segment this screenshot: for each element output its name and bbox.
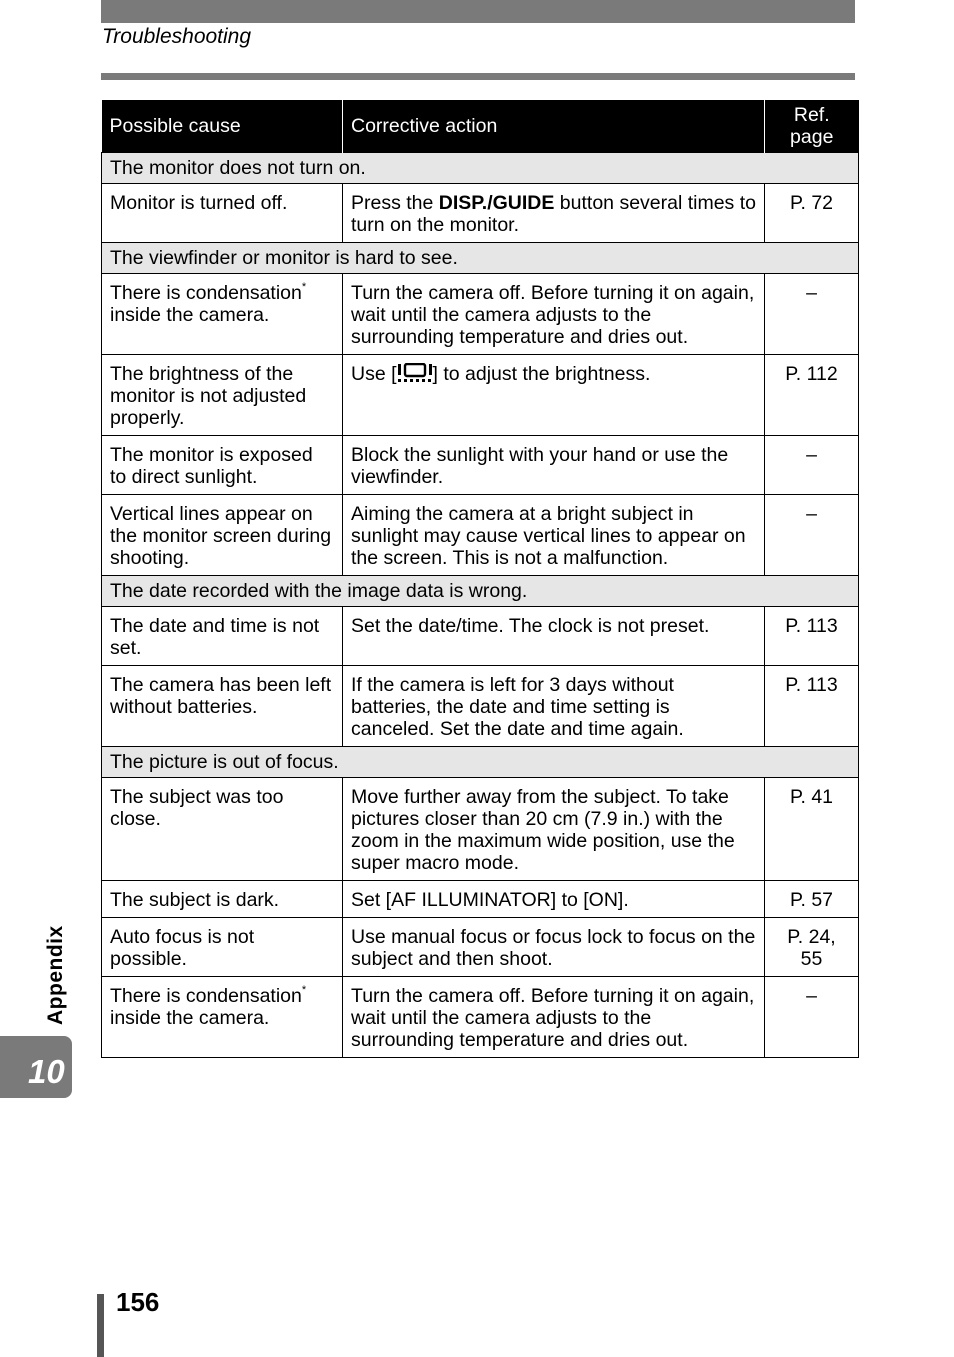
cause-text: There is condensation xyxy=(110,282,302,304)
ref-cell: P. 112 xyxy=(765,355,859,436)
header-rule xyxy=(101,73,855,80)
cause-cell: The brightness of the monitor is not adjusted properly. xyxy=(102,355,343,436)
action-text: button several times to turn on the monitor. xyxy=(351,192,756,236)
column-header-ref xyxy=(765,100,859,153)
column-header-ref-text: Ref. page xyxy=(790,104,834,148)
action-cell: Turn the camera off. Before turning it on again, wait until the camera adjusts to the surrounding temperature and dries out. xyxy=(343,274,765,355)
action-cell: Move further away from the subject. To take pictures closer than 20 cm (7.9 in.) with the zoom in the maximum wide position, use the super macro mode. xyxy=(343,778,765,881)
action-cell: Aiming the camera at a bright subject in sunlight may cause vertical lines to appear on the screen. This is not a malfunction. xyxy=(343,495,765,576)
table-header-row xyxy=(102,100,859,153)
cause-cell: The camera has been left without batteries. xyxy=(102,666,343,747)
ref-text: P. 24, 55 xyxy=(787,926,836,970)
ref-cell: P. 57 xyxy=(765,881,859,918)
column-header-action: Corrective action xyxy=(343,100,765,153)
ref-cell: P. 41 xyxy=(765,778,859,881)
cause-cell: The monitor is exposed to direct sunlight. xyxy=(102,436,343,495)
disp-guide-button-name: DISP./GUIDE xyxy=(438,192,555,214)
section-heading-row xyxy=(102,576,859,607)
action-cell: Set the date/time. The clock is not preset. xyxy=(343,607,765,666)
action-text: Use [ xyxy=(351,363,397,385)
section-heading: The viewfinder or monitor is hard to see. xyxy=(102,243,859,274)
header-top-bar xyxy=(101,0,855,23)
ref-cell: P. 113 xyxy=(765,666,859,747)
cause-cell: Vertical lines appear on the monitor screen during shooting. xyxy=(102,495,343,576)
action-cell xyxy=(343,184,765,243)
appendix-side-label: Appendix xyxy=(44,925,67,1025)
ref-cell: – xyxy=(765,977,859,1058)
page-header-title: Troubleshooting xyxy=(102,25,252,48)
table-row xyxy=(102,666,859,747)
section-heading-row xyxy=(102,243,859,274)
table-row xyxy=(102,607,859,666)
footnote-marker: * xyxy=(301,280,307,293)
section-heading-row xyxy=(102,153,859,184)
table-row xyxy=(102,977,859,1058)
table-row xyxy=(102,778,859,881)
page-number: 156 xyxy=(116,1287,160,1317)
table-row xyxy=(102,918,859,977)
cause-text: inside the camera. xyxy=(110,304,270,326)
cause-cell xyxy=(102,977,343,1058)
footnote-marker: * xyxy=(301,983,307,996)
action-cell: If the camera is left for 3 days without batteries, the date and time setting is canceled. Set the date and time again. xyxy=(343,666,765,747)
cause-cell: Auto focus is not possible. xyxy=(102,918,343,977)
cause-cell xyxy=(102,274,343,355)
ref-cell xyxy=(765,918,859,977)
action-cell xyxy=(343,355,765,436)
section-heading: The picture is out of focus. xyxy=(102,747,859,778)
page-number-bar xyxy=(97,1294,104,1357)
troubleshooting-table xyxy=(101,100,859,1058)
section-heading: The monitor does not turn on. xyxy=(102,153,859,184)
cause-cell: The subject was too close. xyxy=(102,778,343,881)
monitor-brightness-icon xyxy=(397,363,433,388)
table-row xyxy=(102,355,859,436)
section-heading: The date recorded with the image data is wrong. xyxy=(102,576,859,607)
cause-cell: The subject is dark. xyxy=(102,881,343,918)
action-cell: Set [AF ILLUMINATOR] to [ON]. xyxy=(343,881,765,918)
table-row xyxy=(102,436,859,495)
cause-cell: Monitor is turned off. xyxy=(102,184,343,243)
ref-cell: – xyxy=(765,495,859,576)
table-row xyxy=(102,881,859,918)
action-text: ] to adjust the brightness. xyxy=(432,363,651,385)
cause-text: There is condensation xyxy=(110,985,302,1007)
ref-cell: – xyxy=(765,274,859,355)
table-row xyxy=(102,184,859,243)
table-row xyxy=(102,274,859,355)
cause-cell: The date and time is not set. xyxy=(102,607,343,666)
action-cell: Turn the camera off. Before turning it on again, wait until the camera adjusts to the surrounding temperature and dries out. xyxy=(343,977,765,1058)
action-text: Press the xyxy=(351,192,439,214)
ref-cell: P. 113 xyxy=(765,607,859,666)
cause-text: inside the camera. xyxy=(110,1007,270,1029)
chapter-number: 10 xyxy=(28,1053,65,1090)
column-header-cause: Possible cause xyxy=(102,100,343,153)
ref-cell: – xyxy=(765,436,859,495)
action-cell: Block the sunlight with your hand or use the viewfinder. xyxy=(343,436,765,495)
section-heading-row xyxy=(102,747,859,778)
action-cell: Use manual focus or focus lock to focus on the subject and then shoot. xyxy=(343,918,765,977)
table-row xyxy=(102,495,859,576)
ref-cell: P. 72 xyxy=(765,184,859,243)
